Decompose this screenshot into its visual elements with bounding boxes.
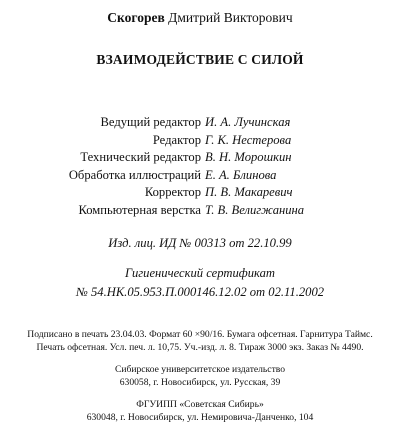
print-info-line-2: Печать офсетная. Усл. печ. л. 10,75. Уч.-изд. л. 8. Тираж 3000 экз. Заказ № 4490. (36, 342, 364, 353)
credit-role: Технический редактор (80, 150, 201, 165)
printer-address: 630048, г. Новосибирск, ул. Немировича-Данченко, 104 (86, 412, 314, 423)
credit-editor (0, 132, 400, 150)
author-name (0, 10, 400, 26)
credits-list (0, 114, 400, 220)
publishing-license: Изд. лиц. ИД № 00313 от 22.10.99 (108, 236, 292, 250)
credit-role: Ведущий редактор (100, 115, 201, 129)
credit-person: Г. К. Нестерова (205, 132, 292, 147)
print-details (0, 328, 400, 424)
credit-layout (0, 202, 400, 220)
credit-person: В. Н. Морошкин (205, 150, 292, 165)
book-title: ВЗАИМОДЕЙСТВИЕ С СИЛОЙ (96, 52, 304, 67)
credit-person: И. А. Лучинская (205, 115, 291, 129)
author-given-names: Дмитрий Викторович (168, 10, 293, 25)
hygiene-certificate-number: № 54.НК.05.953.П.000146.12.02 от 02.11.2002 (75, 285, 325, 299)
credit-role: Обработка иллюстраций (68, 167, 201, 182)
credit-person: Т. В. Велигжанина (205, 202, 305, 217)
credit-role: Редактор (152, 132, 201, 147)
hygiene-certificate-title: Гигиенический сертификат (125, 266, 275, 280)
credit-role: Корректор (144, 185, 201, 200)
printer-name: ФГУИПП «Советская Сибирь» (136, 399, 264, 410)
print-info-line-1: Подписано в печать 23.04.03. Формат 60 ×90/16. Бумага офсетная. Гарнитура Таймс. (27, 329, 373, 340)
publisher-name: Сибирское университетское издательство (114, 364, 286, 375)
credit-proofreader (0, 184, 400, 202)
credit-person: П. В. Макаревич (205, 185, 293, 200)
credit-person: Е. А. Блинова (205, 167, 277, 182)
credit-lead-editor (0, 114, 400, 132)
publisher-address: 630058, г. Новосибирск, ул. Русская, 39 (119, 377, 281, 388)
credit-illustrations (0, 167, 400, 185)
credit-role: Компьютерная верстка (78, 202, 201, 217)
author-surname: Скогорев (107, 10, 165, 25)
credit-technical-editor (0, 149, 400, 167)
